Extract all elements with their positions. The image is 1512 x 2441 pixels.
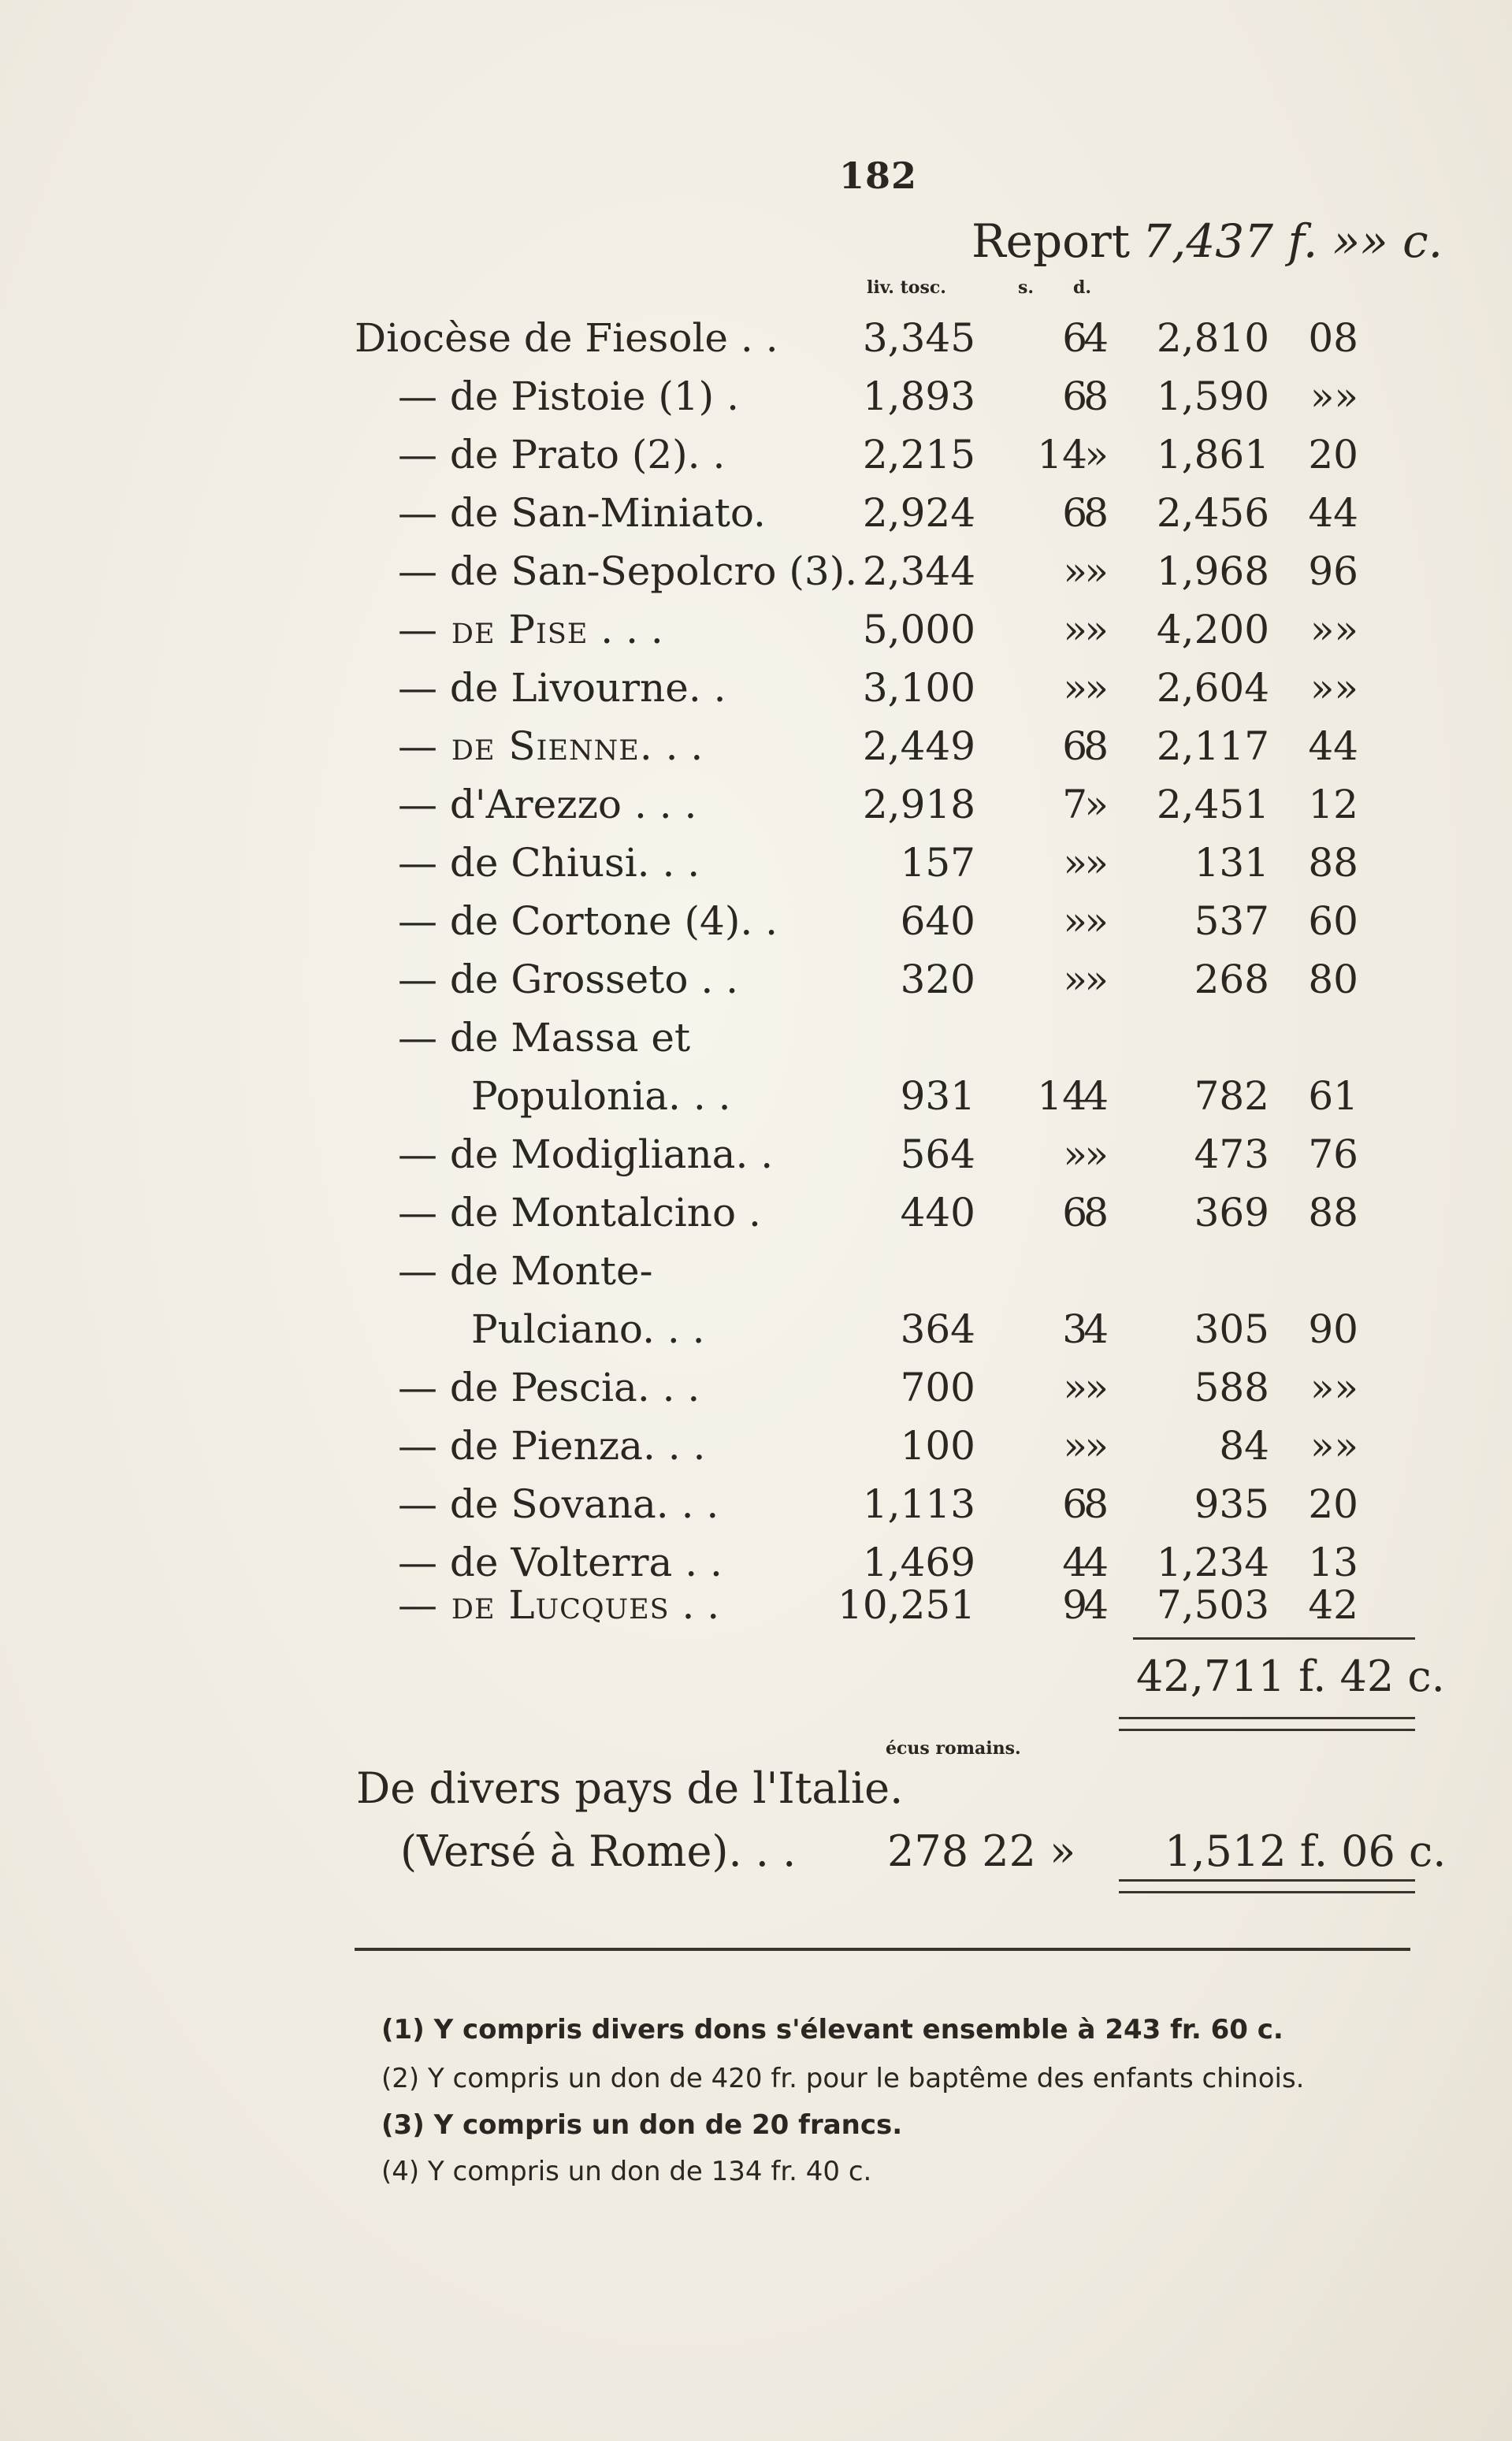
table-row: [0, 425, 1512, 484]
francs-value: 935: [1194, 1481, 1269, 1527]
diocese-name: Pulciano. . .: [471, 1306, 705, 1352]
rome-total-value: 1,512 f. 06 c.: [1165, 1826, 1447, 1876]
livres-value: 100: [900, 1423, 975, 1469]
cents-value: 13: [1308, 1540, 1358, 1585]
table-row: [0, 1417, 1512, 1475]
footnote: (1) Y compris divers dons s'élevant ensemble à 243 fr. 60 c.: [381, 2014, 1284, 2045]
table-row: [0, 542, 1512, 600]
francs-value: 1,861: [1156, 432, 1269, 477]
sous-value: »: [1063, 840, 1087, 886]
cents-value: »»: [1310, 607, 1358, 652]
deniers-value: 8: [1083, 1190, 1109, 1235]
deniers-value: »: [1084, 665, 1109, 711]
footnote: (3) Y compris un don de 20 francs.: [381, 2109, 903, 2141]
francs-value: 305: [1194, 1306, 1269, 1352]
sum-rule: [1133, 1637, 1415, 1640]
column-head-sous: s.: [1018, 277, 1035, 298]
cents-value: 90: [1308, 1306, 1358, 1352]
deniers-value: »: [1084, 898, 1109, 944]
sous-value: 6: [1062, 490, 1087, 536]
francs-value: 1,234: [1156, 1540, 1269, 1585]
livres-value: 5,000: [862, 607, 975, 652]
livres-value: 157: [900, 840, 975, 886]
table-row: [0, 775, 1512, 834]
francs-value: 473: [1194, 1131, 1269, 1177]
diocese-name: — de Sienne. . .: [398, 723, 704, 769]
sous-value: 4: [1062, 1540, 1087, 1585]
deniers-value: »: [1084, 782, 1109, 827]
diocese-name: — de Livourne. .: [398, 665, 726, 711]
sous-value: 9: [1062, 1582, 1087, 1628]
francs-value: 2,451: [1156, 782, 1269, 827]
cents-value: 88: [1308, 840, 1358, 886]
deniers-value: 4: [1083, 1582, 1109, 1628]
sous-value: 14: [1037, 432, 1087, 477]
table-row: [0, 484, 1512, 542]
sous-value: 3: [1062, 1306, 1087, 1352]
deniers-value: »: [1084, 840, 1109, 886]
ecus-romains-head: écus romains.: [886, 1738, 1021, 1759]
livres-value: 440: [900, 1190, 975, 1235]
diocese-name: — de Monte-: [398, 1248, 653, 1294]
francs-value: 1,590: [1156, 373, 1269, 419]
deniers-value: 8: [1083, 490, 1109, 536]
rome-ecus-value: 278 22 »: [887, 1826, 1076, 1876]
diocese-name: — de Pescia. . .: [398, 1365, 700, 1410]
table-row: [0, 367, 1512, 425]
francs-value: 2,456: [1156, 490, 1269, 536]
page-number: 182: [839, 154, 918, 197]
table-row: [0, 659, 1512, 717]
deniers-value: »: [1084, 957, 1109, 1002]
diocese-name: — de San-Miniato.: [398, 490, 766, 536]
report-label: Report: [971, 214, 1131, 268]
francs-value: 84: [1219, 1423, 1269, 1469]
livres-value: 10,251: [838, 1582, 975, 1628]
diocese-name: — de Grosseto . .: [398, 957, 739, 1002]
cents-value: 42: [1308, 1582, 1358, 1628]
livres-value: 564: [900, 1131, 975, 1177]
table-row: [0, 1576, 1512, 1634]
table-row: [0, 1067, 1512, 1125]
francs-value: 131: [1194, 840, 1269, 886]
diocese-name: — de Pistoie (1) .: [398, 373, 739, 419]
cents-value: »»: [1310, 1365, 1358, 1410]
cents-value: »»: [1310, 373, 1358, 419]
diocese-name: — de Lucques . .: [398, 1582, 720, 1628]
cents-value: 76: [1308, 1131, 1358, 1177]
francs-value: 369: [1194, 1190, 1269, 1235]
francs-value: 2,810: [1156, 315, 1269, 361]
deniers-value: 4: [1083, 1306, 1109, 1352]
rome-label: (Versé à Rome). . .: [400, 1826, 797, 1876]
report-value: 7,437 f. »» c.: [1142, 214, 1443, 268]
double-rule: [1119, 1717, 1415, 1731]
livres-value: 931: [900, 1073, 975, 1119]
livres-value: 320: [900, 957, 975, 1002]
diocese-name: — de Cortone (4). .: [398, 898, 778, 944]
deniers-value: 4: [1083, 315, 1109, 361]
deniers-value: »: [1084, 1365, 1109, 1410]
cents-value: 80: [1308, 957, 1358, 1002]
diocese-name: — de Modigliana. .: [398, 1131, 774, 1177]
diocese-name: — de Prato (2). .: [398, 432, 726, 477]
livres-value: 2,344: [862, 548, 975, 594]
francs-value: 588: [1194, 1365, 1269, 1410]
livres-value: 2,924: [862, 490, 975, 536]
italy-label: De divers pays de l'Italie.: [356, 1763, 904, 1813]
francs-value: 268: [1194, 957, 1269, 1002]
sous-value: »: [1063, 548, 1087, 594]
francs-value: 4,200: [1156, 607, 1269, 652]
table-row: [0, 600, 1512, 659]
diocese-name: — de Chiusi. . .: [398, 840, 700, 886]
livres-value: 3,345: [862, 315, 975, 361]
francs-value: 537: [1194, 898, 1269, 944]
livres-value: 640: [900, 898, 975, 944]
deniers-value: »: [1084, 432, 1109, 477]
deniers-value: »: [1084, 548, 1109, 594]
sous-value: »: [1063, 957, 1087, 1002]
francs-value: 2,117: [1156, 723, 1269, 769]
deniers-value: 8: [1083, 723, 1109, 769]
grand-total: 42,711 f. 42 c.: [1136, 1651, 1445, 1701]
sous-value: 6: [1062, 1190, 1087, 1235]
sous-value: 6: [1062, 723, 1087, 769]
table-row: [0, 717, 1512, 775]
sous-value: 6: [1062, 1481, 1087, 1527]
sous-value: 6: [1062, 373, 1087, 419]
double-rule: [1119, 1879, 1415, 1893]
deniers-value: »: [1084, 1131, 1109, 1177]
livres-value: 3,100: [862, 665, 975, 711]
footnote: (2) Y compris un don de 420 fr. pour le baptême des enfants chinois.: [381, 2063, 1305, 2094]
sous-value: 6: [1062, 315, 1087, 361]
deniers-value: 8: [1083, 373, 1109, 419]
francs-value: 1,968: [1156, 548, 1269, 594]
cents-value: 12: [1308, 782, 1358, 827]
cents-value: 08: [1308, 315, 1358, 361]
sous-value: »: [1063, 1365, 1087, 1410]
cents-value: 88: [1308, 1190, 1358, 1235]
cents-value: 20: [1308, 1481, 1358, 1527]
diocese-name: — de Pienza. . .: [398, 1423, 706, 1469]
table-row: [0, 1183, 1512, 1242]
table-row: [0, 1358, 1512, 1417]
livres-value: 1,113: [862, 1481, 975, 1527]
table-row: [0, 1125, 1512, 1183]
cents-value: 20: [1308, 432, 1358, 477]
footnote: (4) Y compris un don de 134 fr. 40 c.: [381, 2156, 872, 2187]
diocese-name: Diocèse de Fiesole . .: [355, 315, 778, 361]
deniers-value: »: [1084, 607, 1109, 652]
cents-value: 61: [1308, 1073, 1358, 1119]
francs-value: 2,604: [1156, 665, 1269, 711]
livres-value: 2,449: [862, 723, 975, 769]
cents-value: 44: [1308, 723, 1358, 769]
deniers-value: »: [1084, 1423, 1109, 1469]
sous-value: 14: [1037, 1073, 1087, 1119]
diocese-name: — de San-Sepolcro (3).: [398, 548, 858, 594]
livres-value: 2,215: [862, 432, 975, 477]
livres-value: 2,918: [862, 782, 975, 827]
table-row: [0, 1242, 1512, 1300]
diocese-name: Populonia. . .: [471, 1073, 731, 1119]
diocese-name: — de Volterra . .: [398, 1540, 723, 1585]
sous-value: »: [1063, 1423, 1087, 1469]
table-row: [0, 1009, 1512, 1067]
sous-value: »: [1063, 665, 1087, 711]
diocese-name: — d'Arezzo . . .: [398, 782, 697, 827]
sous-value: 7: [1062, 782, 1087, 827]
francs-value: 782: [1194, 1073, 1269, 1119]
diocese-name: — de Montalcino .: [398, 1190, 761, 1235]
table-row: [0, 1300, 1512, 1358]
sous-value: »: [1063, 607, 1087, 652]
cents-value: 96: [1308, 548, 1358, 594]
column-head-livres: liv. tosc.: [867, 277, 946, 298]
table-row: [0, 309, 1512, 367]
cents-value: »»: [1310, 665, 1358, 711]
cents-value: »»: [1310, 1423, 1358, 1469]
table-row: [0, 1475, 1512, 1533]
deniers-value: 4: [1083, 1540, 1109, 1585]
livres-value: 700: [900, 1365, 975, 1410]
sous-value: »: [1063, 898, 1087, 944]
livres-value: 1,469: [862, 1540, 975, 1585]
livres-value: 364: [900, 1306, 975, 1352]
cents-value: 60: [1308, 898, 1358, 944]
diocese-name: — de Massa et: [398, 1015, 691, 1061]
deniers-value: 4: [1083, 1073, 1109, 1119]
footnote-rule: [355, 1948, 1410, 1951]
francs-value: 7,503: [1156, 1582, 1269, 1628]
table-row: [0, 892, 1512, 950]
cents-value: 44: [1308, 490, 1358, 536]
table-row: [0, 834, 1512, 892]
livres-value: 1,893: [862, 373, 975, 419]
table-row: [0, 950, 1512, 1009]
column-head-deniers: d.: [1073, 277, 1092, 298]
deniers-value: 8: [1083, 1481, 1109, 1527]
sous-value: »: [1063, 1131, 1087, 1177]
diocese-name: — de Sovana. . .: [398, 1481, 719, 1527]
diocese-name: — de Pise . . .: [398, 607, 663, 652]
